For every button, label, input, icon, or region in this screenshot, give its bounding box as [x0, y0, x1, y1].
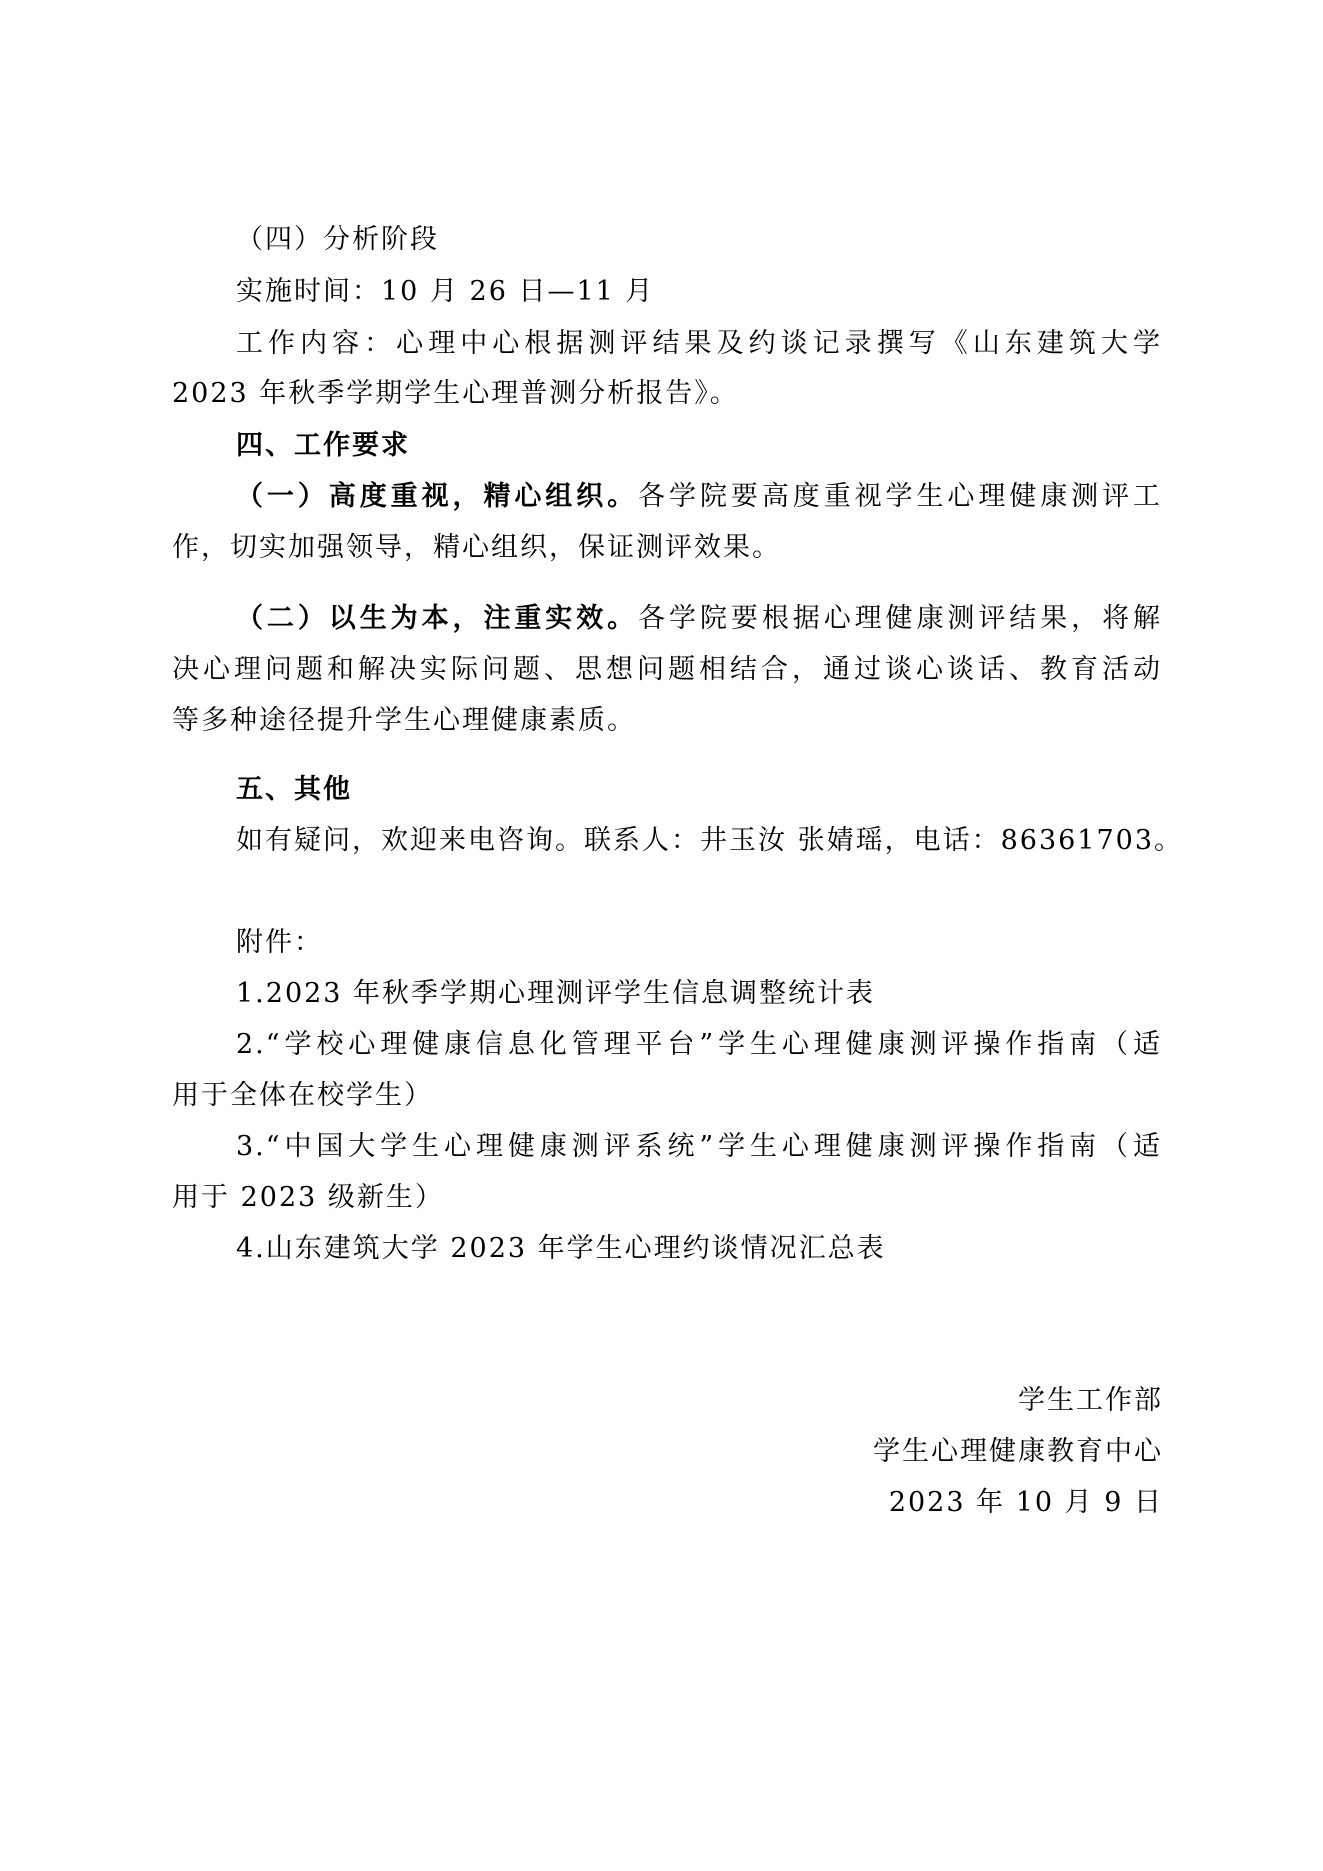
- other-heading: 五、其他: [236, 774, 352, 805]
- attachment-3-line2: 用于 2023 级新生）: [172, 1182, 444, 1213]
- attachment-2-line2: 用于全体在校学生）: [172, 1080, 433, 1111]
- stage-heading: （四）分析阶段: [236, 224, 439, 255]
- stage-content-line2: 2023 年秋季学期学生心理普测分析报告》。: [172, 378, 739, 409]
- other-contact: 如有疑问，欢迎来电咨询。联系人：井玉汝 张婧瑶，电话：86361703。: [236, 825, 1184, 856]
- stage-content-line1: 工作内容：心理中心根据测评结果及约谈记录撰写《山东建筑大学: [236, 328, 1162, 359]
- requirement-1-line2: 作，切实加强领导，精心组织，保证测评效果。: [172, 532, 781, 563]
- attachment-4: 4.山东建筑大学 2023 年学生心理约谈情况汇总表: [236, 1233, 886, 1264]
- signature-dept2: 学生心理健康教育中心: [873, 1436, 1163, 1467]
- attachment-3-line1: 3.“中国大学生心理健康测评系统”学生心理健康测评操作指南（适: [236, 1131, 1162, 1162]
- attachments-label: 附件：: [236, 927, 323, 958]
- attachment-1: 1.2023 年秋季学期心理测评学生信息调整统计表: [236, 978, 876, 1009]
- requirement-2-line1: [236, 601, 1162, 637]
- stage-time: 实施时间：10 月 26 日—11 月: [236, 276, 655, 307]
- signature-date: 2023 年 10 月 9 日: [888, 1487, 1163, 1518]
- requirements-heading: 四、工作要求: [236, 430, 410, 461]
- requirement-2-line2: 决心理问题和解决实际问题、思想问题相结合，通过谈心谈话、教育活动: [172, 654, 1162, 685]
- attachment-2-line1: 2.“学校心理健康信息化管理平台”学生心理健康测评操作指南（适: [236, 1029, 1162, 1060]
- requirement-1-line1: [236, 479, 1162, 515]
- requirement-2-title: （二）以生为本，注重实效。: [236, 603, 639, 634]
- signature-dept1: 学生工作部: [1018, 1385, 1163, 1416]
- requirement-1-text: 各学院要高度重视学生心理健康测评工: [638, 481, 1163, 512]
- requirement-1-title: （一）高度重视，精心组织。: [236, 481, 639, 512]
- requirement-2-line3: 等多种途径提升学生心理健康素质。: [172, 705, 636, 736]
- requirement-2-text: 各学院要根据心理健康测评结果，将解: [638, 603, 1163, 634]
